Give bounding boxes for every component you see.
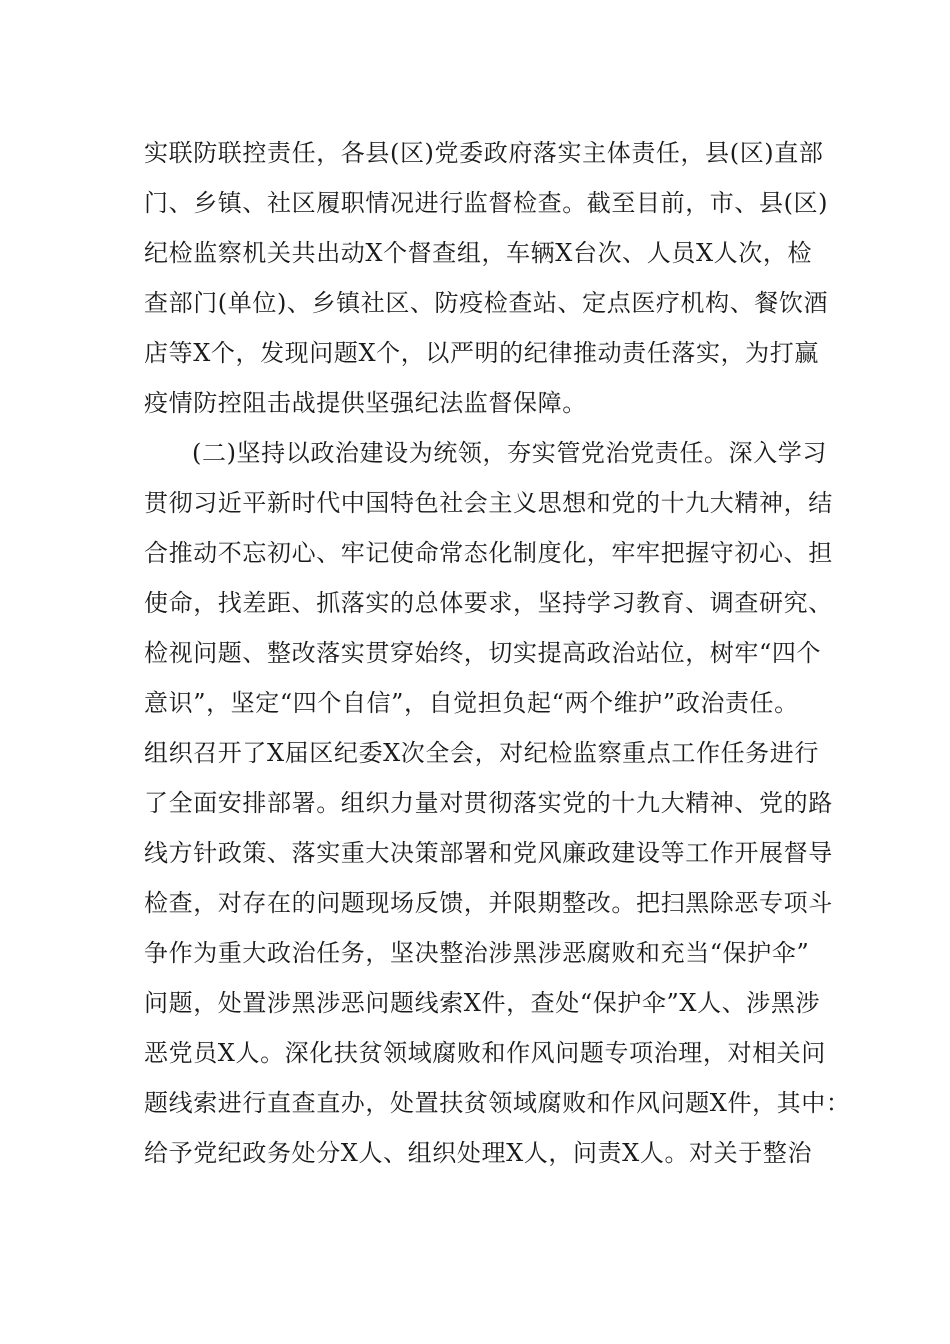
text-line: 意识”，坚定“四个自信”，自觉担负起“两个维护”政治责任。: [144, 689, 799, 717]
text-line: 店等X个，发现问题X个，以严明的纪律推动责任落实，为打赢: [144, 339, 819, 367]
text-line: 检视问题、整改落实贯穿始终，切实提高政治站位，树牢“四个: [144, 639, 822, 667]
text-line: 给予党纪政务处分X人、组织处理X人，问责X人。对关于整治: [144, 1139, 813, 1167]
text-line: 合推动不忘初心、牢记使命常态化制度化，牢牢把握守初心、担: [144, 539, 833, 567]
text-line: 使命，找差距、抓落实的总体要求，坚持学习教育、调查研究、: [144, 589, 833, 617]
text-line: 贯彻习近平新时代中国特色社会主义思想和党的十九大精神，结: [144, 489, 833, 517]
text-line: 查部门(单位)、乡镇社区、防疫检查站、定点医疗机构、餐饮酒: [144, 289, 829, 317]
text-line: 疫情防控阻击战提供坚强纪法监督保障。: [144, 389, 587, 417]
text-line: 门、乡镇、社区履职情况进行监督检查。截至目前，市、县(区): [144, 189, 829, 217]
text-line: 恶党员X人。深化扶贫领域腐败和作风问题专项治理，对相关问: [144, 1039, 826, 1067]
text-line: 问题，处置涉黑涉恶问题线索X件，查处“保护伞”X人、涉黑涉: [144, 989, 821, 1017]
text-line: 纪检监察机关共出动X个督查组，车辆X台次、人员X人次，检: [144, 239, 813, 267]
text-line: 了全面安排部署。组织力量对贯彻落实党的十九大精神、党的路: [144, 789, 833, 817]
text-line: 检查，对存在的问题现场反馈，并限期整改。把扫黑除恶专项斗: [144, 889, 833, 917]
text-line: 线方针政策、落实重大决策部署和党风廉政建设等工作开展督导: [144, 839, 833, 867]
text-line: 题线索进行直查直办，处置扶贫领域腐败和作风问题X件，其中：: [144, 1089, 851, 1117]
text-line: 实联防联控责任，各县(区)党委政府落实主体责任，县(区)直部: [144, 139, 824, 167]
text-line: 争作为重大政治任务，坚决整治涉黑涉恶腐败和充当“保护伞”: [144, 939, 810, 967]
text-line: 组织召开了X届区纪委X次全会，对纪检监察重点工作任务进行: [144, 739, 819, 767]
paragraph-heading-line: (二)坚持以政治建设为统领，夯实管党治党责任。深入学习: [192, 439, 827, 467]
